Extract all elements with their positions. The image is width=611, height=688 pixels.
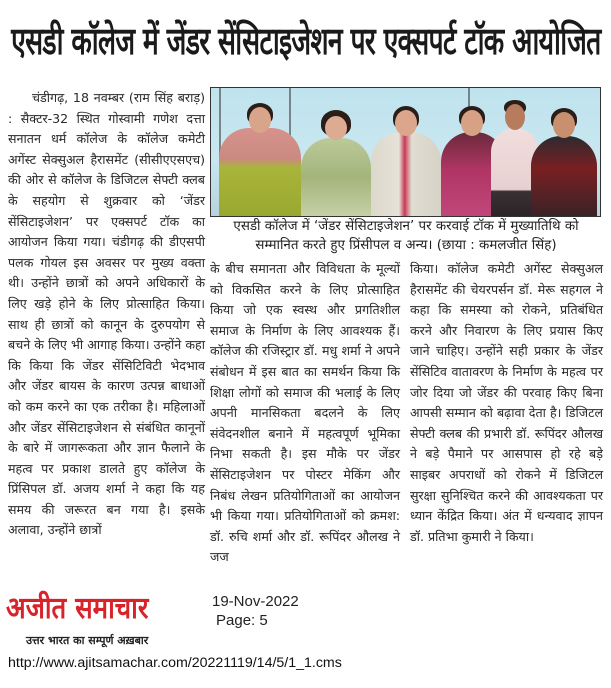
article-column-2 <box>210 259 400 568</box>
article-column-1 <box>8 88 205 541</box>
column-3-text: किया। कॉलेज कमेटी अगेंस्ट सेक्सुअल हैरासमेंट की चेयरपर्सन डॉ. मेरू सहगल ने कहा कि समस्या को रोकने, प्रतिबंधित करने और निवारण के लिए प्रयास किए जाने चाहिए। उन्होंने सही प्रकार के जेंडर सेंसिटिव वातावरण के निर्माण के महत्व पर जोर दिया जो जेंडर की परवाह किए बिना आपसी सम्मान को बढ़ावा देता है। डिजिटल सेफ्टी क्लब की प्रभारी डॉ. रूपिंदर औलख ने बड़े पैमाने पर आसपास हो रहे बड़े साइबर अपराधों को रोकने में डिजिटल सुरक्षा सुनिश्चित करने की आवश्यकता पर ध्यान केंद्रित किया। अंत में धन्यवाद ज्ञापन डॉ. प्रतिभा कुमारी ने किया। <box>410 261 603 544</box>
column-1-text: चंडीगढ़, 18 नवम्बर (राम सिंह बराड़) : सैक्टर-32 स्थित गोस्वामी गणेश दत्ता सनातन धर्म कॉलेज के कॉलेज कमेटी अगेंस्ट सेक्सुअल हैरासमेंट (सीसीएएसएच) की ओर से कॉलेज के डिजिटल सेफ्टी क्लब के सहयोग से शुक्रवार को ‘जेंडर सेंसिटाइजेशन’ पर एक्सपर्ट टॉक का आयोजन किया गया। चंडीगढ़ की डीएसपी पलक गोयल इस अवसर पर मुख्य वक्ता थी। उन्होंने छात्रों को अपने अधिकारों के लिए खड़े होने के लिए प्रोत्साहित किया। साथ ही छात्रों को कानून के दुरुपयोग से बचने के लिए भी आगाह किया। उन्होंने कहा कि किया कि जेंडर सेंसिटिविटी भेदभाव और जेंडर बायस के कारण उत्पन्न बाधाओं को कम करने का एक तरीका है। महिलाओं और जेंडर सेंसिटाइजेशन से संबंधित कानूनों के बारे में जागरूकता और ज्ञान फैलाने के महत्व पर प्रकाश डालते हुए कॉलेज के प्रिंसिपल डॉ. अजय शर्मा ने कहा कि यह समय की जरूरत बन गया है। इसके अलावा, उन्होंने छात्रों <box>8 90 205 538</box>
news-photo <box>210 87 601 217</box>
photo-person <box>219 101 301 216</box>
headline <box>8 10 601 72</box>
newspaper-logo: अजीत समाचार <box>6 591 149 626</box>
article-column-3 <box>410 259 603 547</box>
photo-person <box>531 106 597 216</box>
photo-person <box>301 108 371 216</box>
column-2-text: के बीच समानता और विविधता के मूल्यों को विकसित करने के लिए प्रोत्साहित किया जो एक स्वस्थ और प्रगतिशील समाज के निर्माण के लिए आवश्यक हैं। कॉलेज की रजिस्ट्रार डॉ. मधु शर्मा ने अपने संबोधन में इस बात का समर्थन किया कि शिक्षा लोगों को समाज की भलाई के लिए अपनी मानसिकता बदलने के लिए संवेदनशील बनाने में महत्वपूर्ण भूमिका निभा सकती है। इस मौके पर जेंडर सेंसिटाइजेशन पर पोस्टर मेकिंग और निबंध लेखन प्रतियोगिताओं का आयोजन भी किया गया। प्रतियोगिताओं को क्रमश: डॉ. रुचि शर्मा और डॉ. रूपिंदर औलख ने जज <box>210 261 400 565</box>
publication-date: 19-Nov-2022 <box>212 593 299 610</box>
photo-caption: एसडी कॉलेज में ‘जेंडर सेंसिटाइजेशन’ पर करवाई टॉक में मुख्यातिथि को सम्मानित करते हुए प्रिंसीपल व अन्य। (छाया : कमलजीत सिंह) <box>233 219 579 253</box>
newspaper-tagline: उत्तर भारत का सम्पूर्ण अख़बार <box>26 634 149 647</box>
page-number: Page: 5 <box>216 612 268 629</box>
headline-text: एसडी कॉलेज में जेंडर सेंसिटाइजेशन पर एक्सपर्ट टॉक आयोजित <box>11 19 601 63</box>
source-url[interactable]: http://www.ajitsamachar.com/20221119/14/5/1_1.cms <box>8 655 342 671</box>
photo-person <box>371 104 441 216</box>
